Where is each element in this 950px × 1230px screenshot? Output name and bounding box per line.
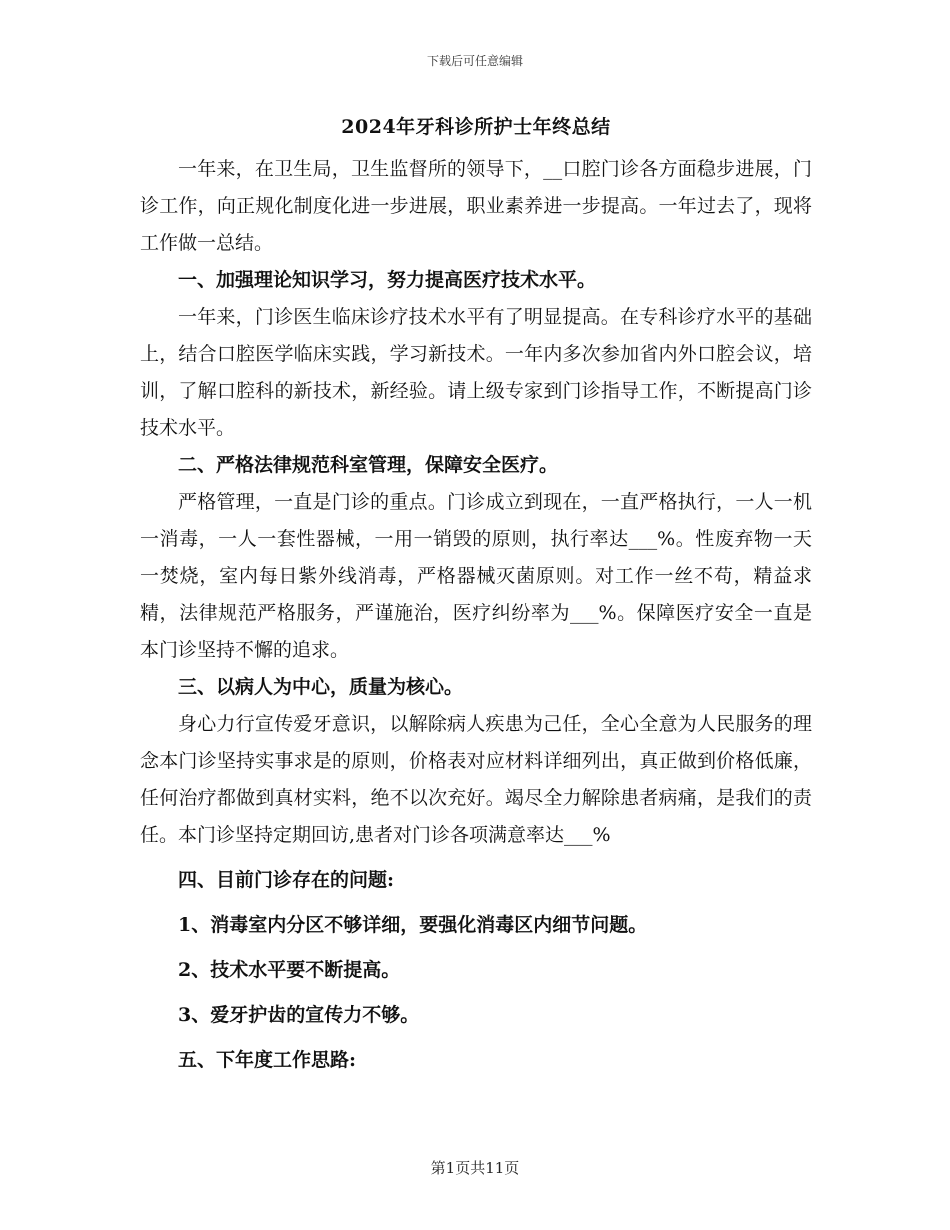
- page-number-footer: 第1页共11页: [430, 1159, 520, 1177]
- section-4-heading: 四、目前门诊存在的问题:: [178, 869, 395, 891]
- section-2-body: 严格管理，一直是门诊的重点。门诊成立到现在，一直严格执行，一人一机一消毒，一人一套性器械，一用一销毁的原则，执行率达___%。性废弃物一天一焚烧，室内每日紫外线消毒，严格器械灭菌原则。对工作一丝不苟，精益求精，法律规范严格服务，严谨施治，医疗纠纷率为___%。保障医疗安全一直是本门诊坚持不懈的追求。: [140, 491, 812, 661]
- intro-paragraph: 一年来，在卫生局，卫生监督所的领导下，__口腔门诊各方面稳步进展，门诊工作，向正规化制度化进一步进展，职业素养进一步提高。一年过去了，现将工作做一总结。: [140, 158, 812, 254]
- section-3-body: 身心力行宣传爱牙意识，以解除病人疾患为己任，全心全意为人民服务的理念本门诊坚持实事求是的原则，价格表对应材料详细列出，真正做到价格低廉，任何治疗都做到真材实料，绝不以次充好。竭尽全力解除患者病痛，是我们的责任。本门诊坚持定期回访,患者对门诊各项满意率达___%: [140, 713, 812, 846]
- problem-item-1: 1、消毒室内分区不够详细，要强化消毒区内细节问题。: [178, 914, 648, 936]
- problem-item-3: 3、爱牙护齿的宣传力不够。: [178, 1004, 420, 1026]
- document-title: 2024年牙科诊所护士年终总结: [341, 116, 611, 138]
- section-1-body: 一年来，门诊医生临床诊疗技术水平有了明显提高。在专科诊疗水平的基础上，结合口腔医学临床实践，学习新技术。一年内多次参加省内外口腔会议，培训，了解口腔科的新技术，新经验。请上级专家到门诊指导工作，不断提高门诊技术水平。: [140, 306, 812, 439]
- section-3-heading: 三、以病人为中心，质量为核心。: [178, 676, 464, 698]
- problem-item-2: 2、技术水平要不断提高。: [178, 959, 401, 981]
- document-body: [140, 112, 812, 1079]
- section-1-heading: 一、加强理论知识学习，努力提高医疗技术水平。: [178, 269, 597, 291]
- section-5-heading: 五、下年度工作思路:: [178, 1049, 357, 1071]
- section-2-heading: 二、严格法律规范科室管理，保障安全医疗。: [178, 454, 559, 476]
- page-header-note: 下载后可任意编辑: [426, 54, 523, 68]
